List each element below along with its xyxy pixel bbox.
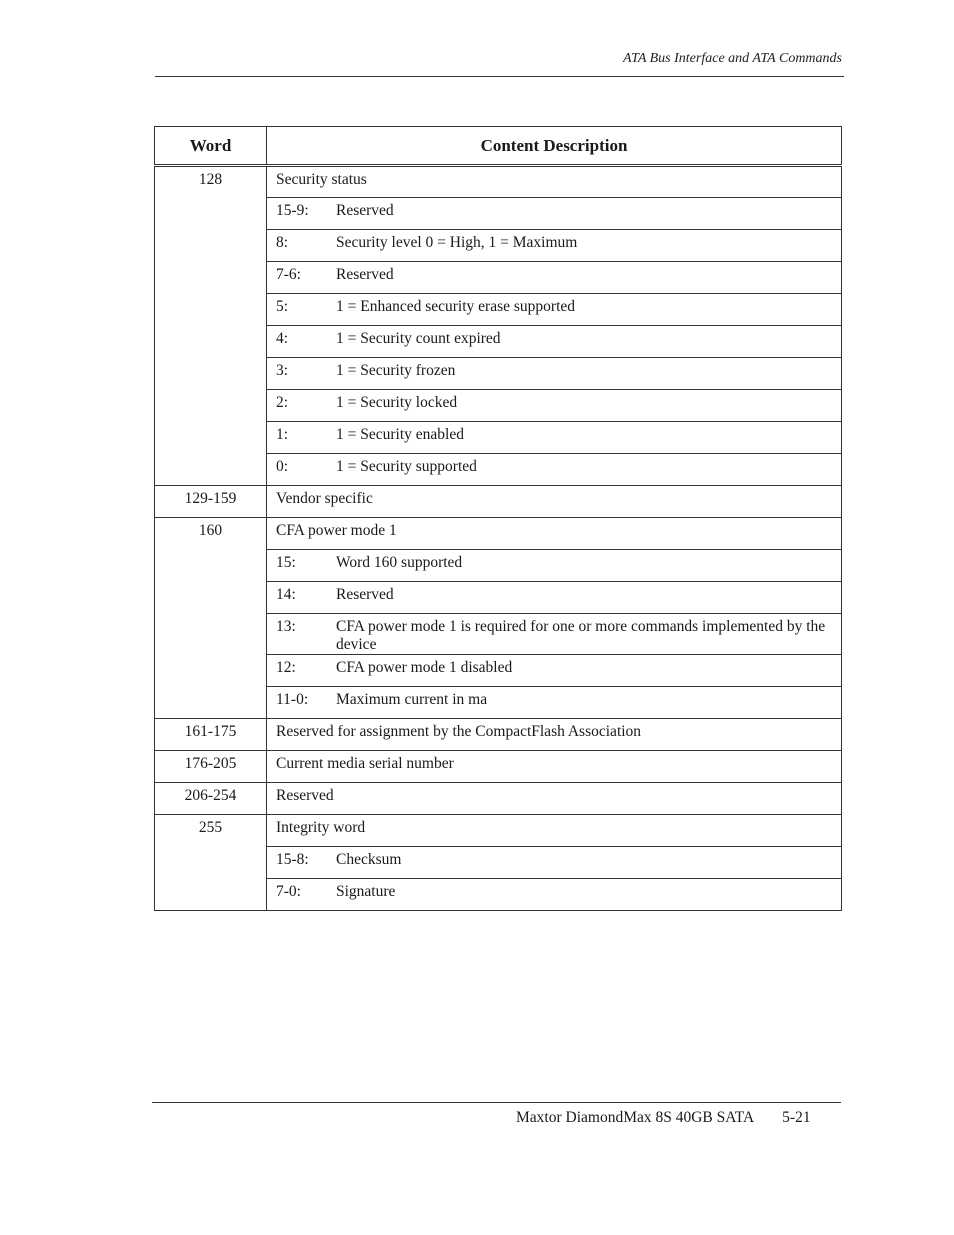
bit-description: 1 = Security locked — [336, 394, 458, 411]
table-row — [155, 815, 842, 847]
bit-description: Maximum current in ma — [336, 691, 488, 708]
description-cell: Security status — [267, 166, 842, 198]
table-header-row — [155, 127, 842, 166]
bit-label: 11-0: — [276, 691, 309, 708]
bit-label: 8: — [276, 234, 289, 251]
bit-description: Checksum — [336, 851, 402, 868]
table-row — [155, 486, 842, 518]
col-header-description: Content Description — [267, 127, 842, 166]
description-cell: Reserved for assignment by the CompactFlash Association — [267, 719, 842, 751]
word-cell: 129-159 — [155, 486, 267, 518]
page-number: 5-21 — [782, 1109, 811, 1126]
table-row — [155, 518, 842, 550]
bit-label: 0: — [276, 458, 289, 475]
running-header: ATA Bus Interface and ATA Commands — [623, 51, 842, 66]
bit-description: 1 = Security frozen — [336, 362, 456, 379]
bit-label: 1: — [276, 426, 289, 443]
bit-label: 15-9: — [276, 202, 309, 219]
bit-description: Reserved — [336, 586, 394, 603]
bit-description: Word 160 supported — [336, 554, 463, 571]
description-cell: Integrity word — [267, 815, 842, 847]
word-cell: 160 — [155, 518, 267, 719]
table-row — [155, 166, 842, 198]
bit-label: 7-0: — [276, 883, 301, 900]
table-row — [155, 751, 842, 783]
word-cell: 255 — [155, 815, 267, 911]
bit-label: 4: — [276, 330, 289, 347]
table-row — [155, 783, 842, 815]
footer-product-name: Maxtor DiamondMax 8S 40GB SATA — [516, 1109, 755, 1126]
bit-description: Security level 0 = High, 1 = Maximum — [336, 234, 578, 251]
identify-device-table — [154, 126, 842, 911]
bit-label: 3: — [276, 362, 289, 379]
bit-label: 5: — [276, 298, 289, 315]
page-footer — [516, 1109, 811, 1127]
table-row — [155, 719, 842, 751]
bit-description: 1 = Security supported — [336, 458, 477, 475]
bit-description: 1 = Security count expired — [336, 330, 501, 347]
bit-description: CFA power mode 1 is required for one or more commands implemented by the device — [336, 618, 826, 653]
word-cell: 161-175 — [155, 719, 267, 751]
description-cell: Reserved — [267, 783, 842, 815]
word-cell: 176-205 — [155, 751, 267, 783]
bit-description: CFA power mode 1 disabled — [336, 659, 513, 676]
word-cell: 206-254 — [155, 783, 267, 815]
bit-description: 1 = Security enabled — [336, 426, 464, 443]
description-cell: CFA power mode 1 — [267, 518, 842, 550]
bit-label: 14: — [276, 586, 296, 603]
bit-label: 13: — [276, 618, 296, 635]
bit-description: Signature — [336, 883, 396, 900]
description-cell: Current media serial number — [267, 751, 842, 783]
bit-label: 15: — [276, 554, 296, 571]
bit-description: 1 = Enhanced security erase supported — [336, 298, 576, 315]
header-rule — [155, 76, 844, 77]
bit-label: 7-6: — [276, 266, 301, 283]
bit-label: 2: — [276, 394, 289, 411]
bit-label: 15-8: — [276, 851, 309, 868]
word-cell: 128 — [155, 166, 267, 486]
col-header-word: Word — [155, 127, 267, 166]
footer-rule — [152, 1102, 841, 1103]
bit-description: Reserved — [336, 202, 394, 219]
bit-label: 12: — [276, 659, 296, 676]
bit-description: Reserved — [336, 266, 394, 283]
description-cell: Vendor specific — [267, 486, 842, 518]
